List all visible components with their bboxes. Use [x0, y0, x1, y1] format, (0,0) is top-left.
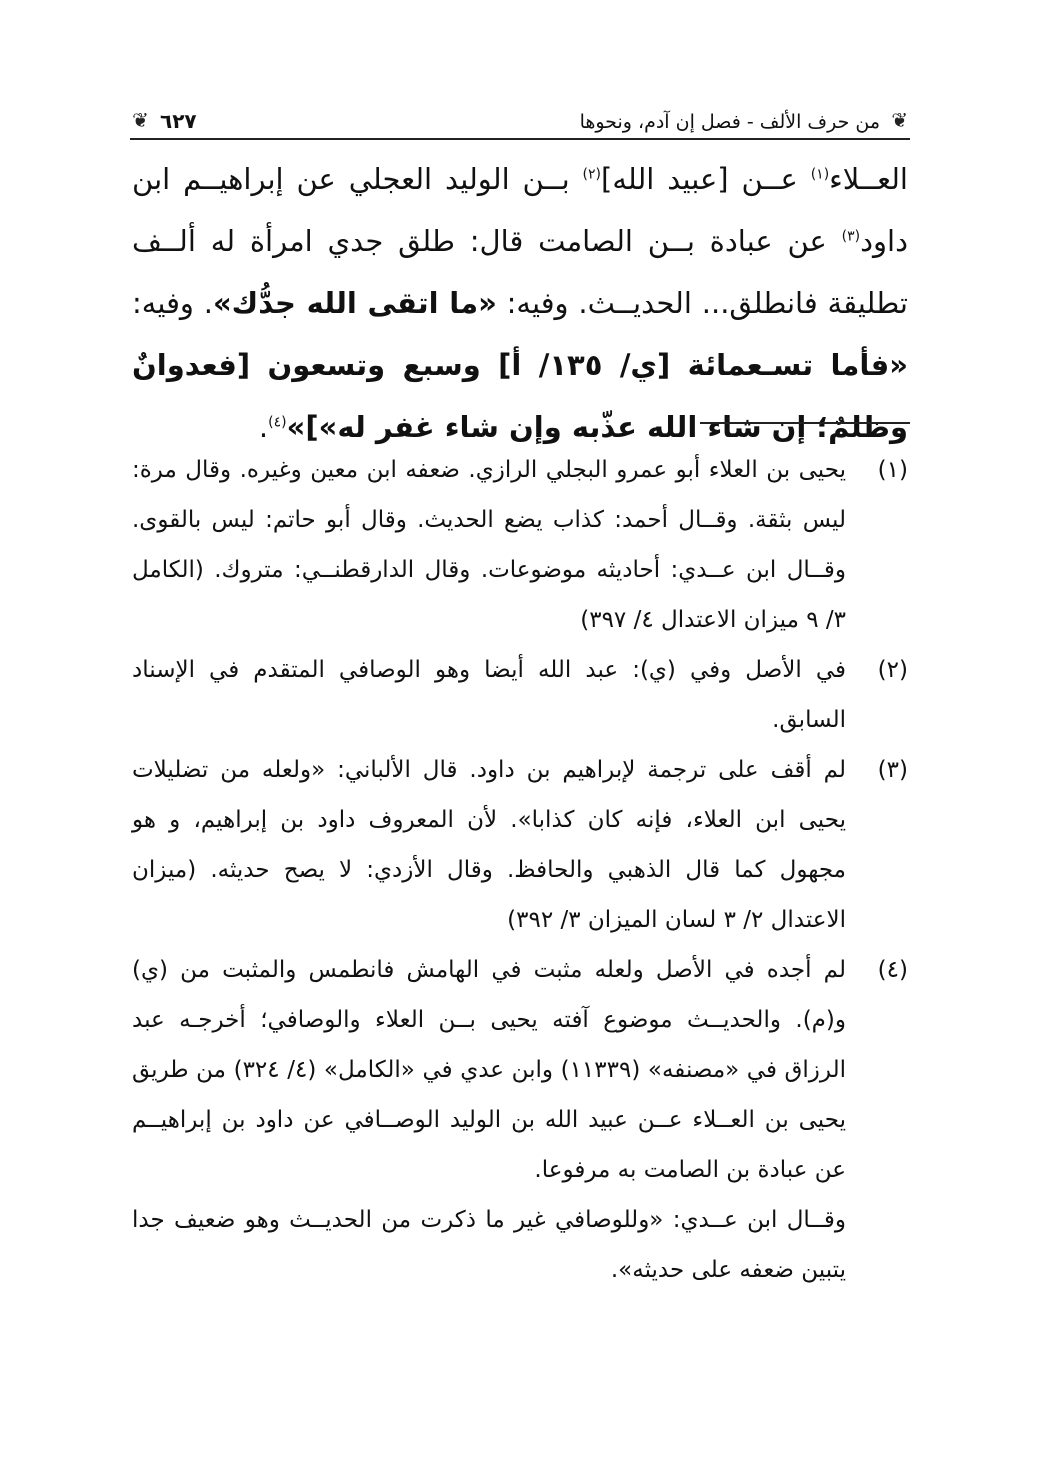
- header-title: من حرف الألف - فصل إن آدم، ونحوها: [579, 111, 880, 133]
- footnote-1: [132, 445, 908, 645]
- footnote-number: (١): [877, 457, 908, 483]
- footnote-number: (٣): [877, 757, 908, 783]
- footnote-3: [132, 745, 908, 945]
- main-paragraph: [132, 148, 908, 458]
- text-run: عن عبادة بــن الصامت قال: طلق جدي امرأة له ألــف تطليقة فانطلق... الحديــث. وفيه:: [132, 224, 908, 320]
- main-text: [132, 148, 908, 458]
- footnote-number: (٢): [877, 657, 908, 683]
- hadith-quote-1: «ما اتقى الله جدُّك»: [212, 286, 497, 320]
- text-run: عــن [عبيد الله]: [601, 162, 811, 196]
- footnote-text: وقــال ابن عــدي: «وللوصافي غير ما ذكرت من الحديــث وهو ضعيف جدا يتبين ضعفه على حديثه».: [132, 1207, 846, 1283]
- footnote-4: [132, 945, 908, 1295]
- footnote-body: [132, 745, 846, 945]
- text-run: . وفيه:: [132, 286, 213, 320]
- text-run: .: [258, 410, 269, 444]
- footnote-text: يحيى بن العلاء أبو عمرو البجلي الرازي. ضعفه ابن معين وغيره. وقال مرة: ليس بثقة. وقــال أحمد: كذاب يضع الحديث. وقال أبو حاتم: ليس بالقوى. وقــال ابن عــدي: أحاديثه موضوعات. وقال الدارقطنــي: متروك. (الكامل ٣/ ٩ ميزان الاعتدال ٤/ ٣٩٧): [132, 457, 846, 633]
- footnote-text: في الأصل وفي (ي): عبد الله أيضا وهو الوصافي المتقدم في الإسناد السابق.: [132, 657, 846, 733]
- text-run: بــن الوليد العجلي عن إبراهيــم ابن داود: [132, 162, 908, 258]
- ornament-right-icon: ❦: [891, 108, 908, 132]
- footnotes: [132, 445, 908, 1295]
- footnote-2: [132, 645, 908, 745]
- footnote-ref-4[interactable]: (٤): [268, 414, 287, 431]
- footnote-body: [132, 945, 846, 1295]
- footnote-number: (٤): [877, 957, 908, 983]
- ornament-left-icon: ❦: [132, 108, 149, 132]
- footnote-ref-2[interactable]: (٢): [582, 166, 601, 183]
- hadith-quote-2: «فأما تسـعمائة [ي/ ١٣٥/ أ] وسبع وتسعون [فعدوانٌ وظلمٌ؛ إن شاء الله عذّبه وإن شاء غفر له»]»: [132, 348, 908, 444]
- footnote-separator: [700, 422, 910, 424]
- footnote-body: [132, 645, 846, 745]
- text-run: العــلاء: [829, 162, 908, 196]
- page-number: ٦٢٧: [160, 109, 197, 133]
- header-rule: [130, 138, 910, 140]
- footnote-text: لم أجده في الأصل ولعله مثبت في الهامش فانطمس والمثبت من (ي) و(م). والحديــث موضوع آفته يحيى بــن العلاء والوصافي؛ أخرجـه عبد الرزاق في «مصنفه» (١١٣٣٩) وابن عدي في «الكامل» (٤/ ٣٢٤) من طريق يحيى بن العــلاء عــن عبيد الله بن الوليد الوصــافي عن داود بن إبراهيــم عن عبادة بن الصامت به مرفوعا.: [132, 957, 846, 1183]
- footnote-ref-1[interactable]: (١): [810, 166, 830, 183]
- footnote-body: [132, 445, 846, 645]
- running-header: [130, 104, 910, 144]
- footnote-ref-3[interactable]: (٣): [841, 228, 861, 245]
- footnote-text: لم أقف على ترجمة لإبراهيم بن داود. قال الألباني: «ولعله من تضليلات يحيى ابن العلاء، فإنه كان كذابا». لأن المعروف داود بن إبراهيم، و هو مجهول كما قال الذهبي والحافظ. وقال الأزدي: لا يصح حديثه. (ميزان الاعتدال ٢/ ٣ لسان الميزان ٣/ ٣٩٢): [132, 757, 846, 933]
